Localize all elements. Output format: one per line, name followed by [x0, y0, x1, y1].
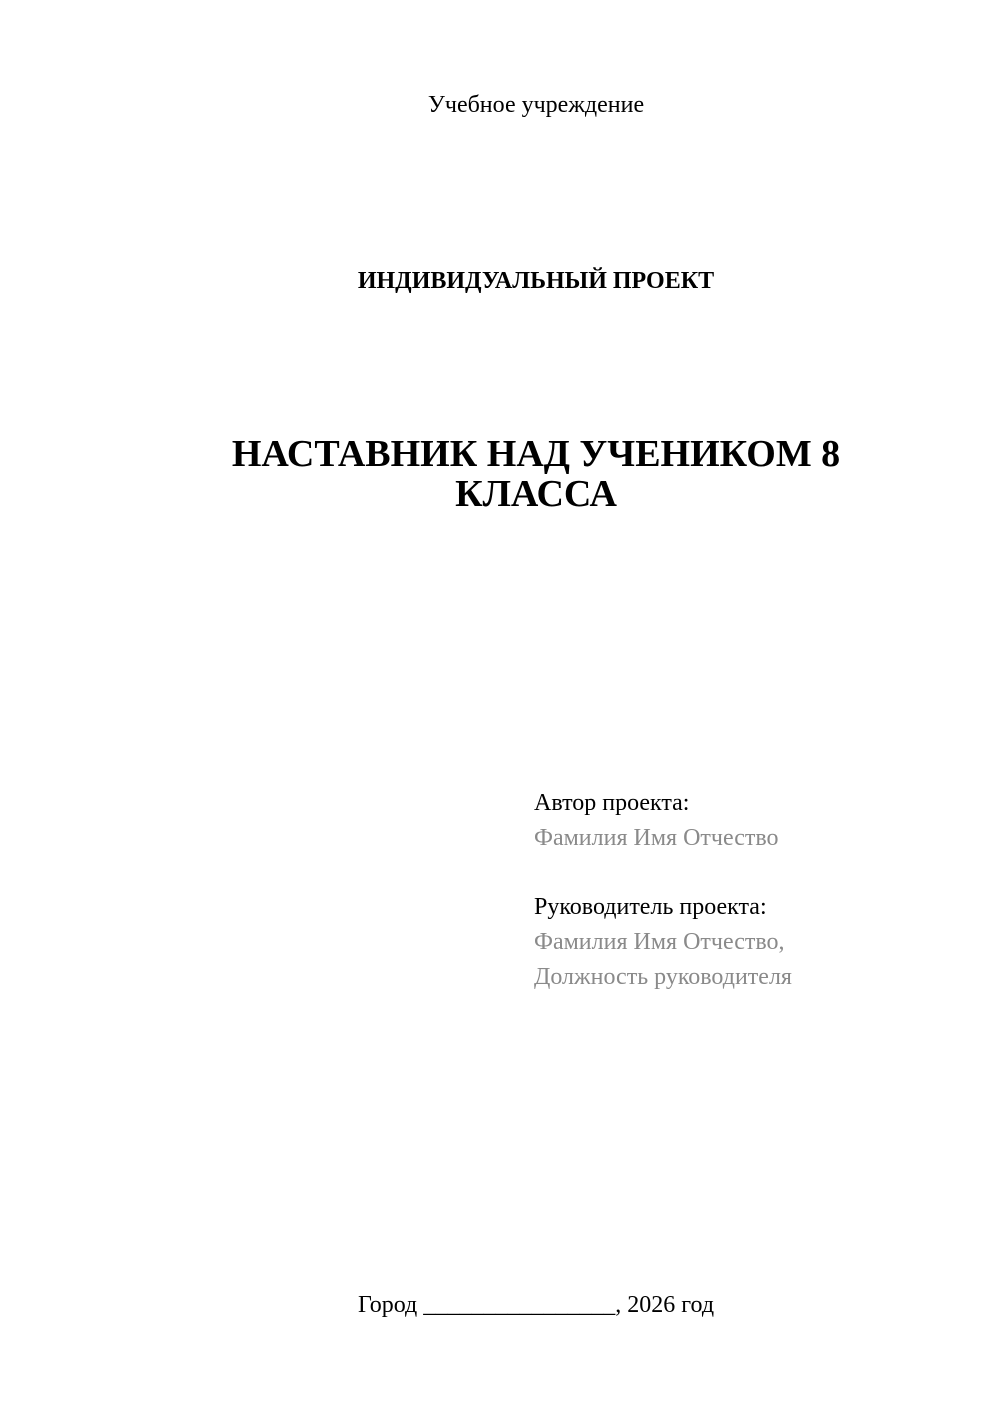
info-spacer — [534, 856, 974, 890]
supervisor-name: Фамилия Имя Отчество, — [534, 929, 785, 955]
city-blank-line: ________________ — [423, 1292, 616, 1318]
project-info-block — [534, 786, 974, 995]
supervisor-position: Должность руководителя — [534, 964, 792, 990]
project-title-line-1: НАСТАВНИК НАД УЧЕНИКОМ 8 — [231, 433, 841, 475]
author-label: Автор проекта: — [534, 790, 690, 816]
footer-city-year — [0, 1290, 1000, 1320]
project-type-heading: ИНДИВИДУАЛЬНЫЙ ПРОЕКТ — [357, 268, 715, 294]
institution-name: Учебное учреждение — [427, 92, 645, 118]
supervisor-label: Руководитель проекта: — [534, 894, 767, 920]
year-text: , 2026 год — [615, 1292, 715, 1318]
author-name: Фамилия Имя Отчество — [534, 825, 779, 851]
project-title-line-2: КЛАССА — [455, 473, 617, 515]
city-label: Город — [357, 1292, 418, 1318]
project-title — [0, 434, 1000, 514]
